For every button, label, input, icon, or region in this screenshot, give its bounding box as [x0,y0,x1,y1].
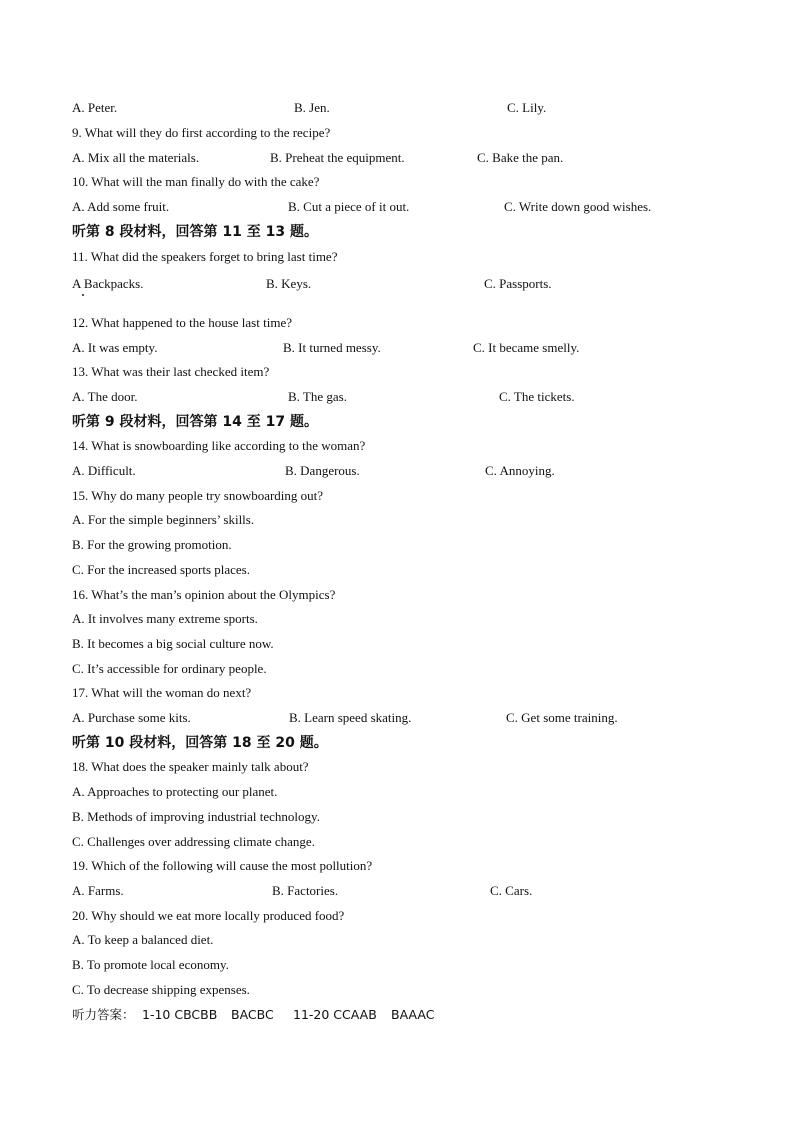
option-a: A. Purchase some kits. [72,710,191,725]
option-a: A. It was empty. [72,340,158,355]
option-b: B. It turned messy. [283,340,381,355]
question-15-option-a [0,510,794,530]
question-20-option-b [0,955,794,975]
question-16-option-a [0,609,794,629]
question-20-option-c [0,980,794,1000]
section-heading-10 [0,733,794,753]
question-16-option-c [0,659,794,679]
answer-group-3: 11-20 CCAAB [293,1007,377,1022]
option-b: B. Factories. [272,883,339,898]
option-c: C. The tickets. [499,389,575,404]
question-15-option-c [0,560,794,580]
question-text: 17. What will the woman do next? [72,685,252,700]
answer-key [0,1005,794,1025]
question-text: 14. What is snowboarding like according to the woman? [72,438,366,453]
question-text: 10. What will the man finally do with the cake? [72,174,320,189]
option-a: A. Add some fruit. [72,199,170,214]
option-a: A. It involves many extreme sports. [72,611,258,626]
option-c: C. Passports. [484,276,552,291]
question-14-options [0,461,794,481]
option-a: A. For the simple beginners’ skills. [72,512,255,527]
question-text: 12. What happened to the house last time? [72,315,292,330]
option-a: A. To keep a balanced diet. [72,932,214,947]
question-text: 20. Why should we eat more locally produced food? [72,908,345,923]
option-b: B. Cut a piece of it out. [288,199,410,214]
question-13-options [0,387,794,407]
question-text: 18. What does the speaker mainly talk about? [72,759,309,774]
option-b: B. Dangerous. [285,463,360,478]
question-18-option-a [0,782,794,802]
section-heading-9 [0,412,794,432]
question-18-option-c [0,832,794,852]
question-9-options [0,148,794,168]
option-a: A. The door. [72,389,138,404]
question-19 [0,856,794,876]
option-c: C. Get some training. [506,710,618,725]
option-a: A Backpacks. [72,276,144,291]
section-heading-text: 听第 10 段材料，回答第 18 至 20 题。 [72,735,328,751]
option-a: A. Difficult. [72,463,136,478]
answer-key-label: 听力答案： [72,1007,135,1022]
question-text: 16. What’s the man’s opinion about the Olympics? [72,587,336,602]
question-17-options [0,708,794,728]
option-c: C. Challenges over addressing climate change. [72,834,315,849]
question-9 [0,123,794,143]
stray-dot [82,294,84,296]
option-b: B. The gas. [288,389,347,404]
question-10-options [0,197,794,217]
answer-group-1: 1-10 CBCBB [142,1007,218,1022]
option-c: C. Write down good wishes. [504,199,652,214]
question-text: 9. What will they do first according to the recipe? [72,125,331,140]
section-heading-8 [0,222,794,242]
question-16 [0,585,794,605]
option-c: C. It’s accessible for ordinary people. [72,661,267,676]
question-15 [0,486,794,506]
question-18 [0,757,794,777]
option-c: C. Annoying. [485,463,555,478]
question-text: 13. What was their last checked item? [72,364,270,379]
question-13 [0,362,794,382]
option-b: B. To promote local economy. [72,957,229,972]
option-a: A. Approaches to protecting our planet. [72,784,278,799]
option-a: A. Peter. [72,100,118,115]
answer-group-4: BAAAC [391,1007,435,1022]
option-c: C. Lily. [507,100,547,115]
question-20 [0,906,794,926]
option-b: B. It becomes a big social culture now. [72,636,274,651]
question-19-options [0,881,794,901]
option-b: B. Jen. [294,100,330,115]
question-11 [0,247,794,267]
question-text: 19. Which of the following will cause the most pollution? [72,858,373,873]
question-15-option-b [0,535,794,555]
question-11-options [0,274,794,294]
option-b: B. Preheat the equipment. [270,150,405,165]
section-heading-text: 听第 9 段材料，回答第 14 至 17 题。 [72,414,318,430]
question-16-option-b [0,634,794,654]
question-12-options [0,338,794,358]
question-14 [0,436,794,456]
option-c: C. Bake the pan. [477,150,564,165]
question-17 [0,683,794,703]
option-b: B. Keys. [266,276,312,291]
option-a: A. Mix all the materials. [72,150,200,165]
question-12 [0,313,794,333]
option-c: C. It became smelly. [473,340,580,355]
question-text: 15. Why do many people try snowboarding out? [72,488,324,503]
option-a: A. Farms. [72,883,124,898]
option-b: B. For the growing promotion. [72,537,232,552]
question-10 [0,172,794,192]
question-text: 11. What did the speakers forget to bring last time? [72,249,338,264]
option-b: B. Learn speed skating. [289,710,412,725]
option-c: C. To decrease shipping expenses. [72,982,250,997]
question-18-option-b [0,807,794,827]
question-20-option-a [0,930,794,950]
option-c: C. For the increased sports places. [72,562,250,577]
option-c: C. Cars. [490,883,533,898]
section-heading-text: 听第 8 段材料，回答第 11 至 13 题。 [72,224,318,240]
option-row [0,98,794,118]
answer-group-2: BACBC [231,1007,274,1022]
option-b: B. Methods of improving industrial technology. [72,809,320,824]
